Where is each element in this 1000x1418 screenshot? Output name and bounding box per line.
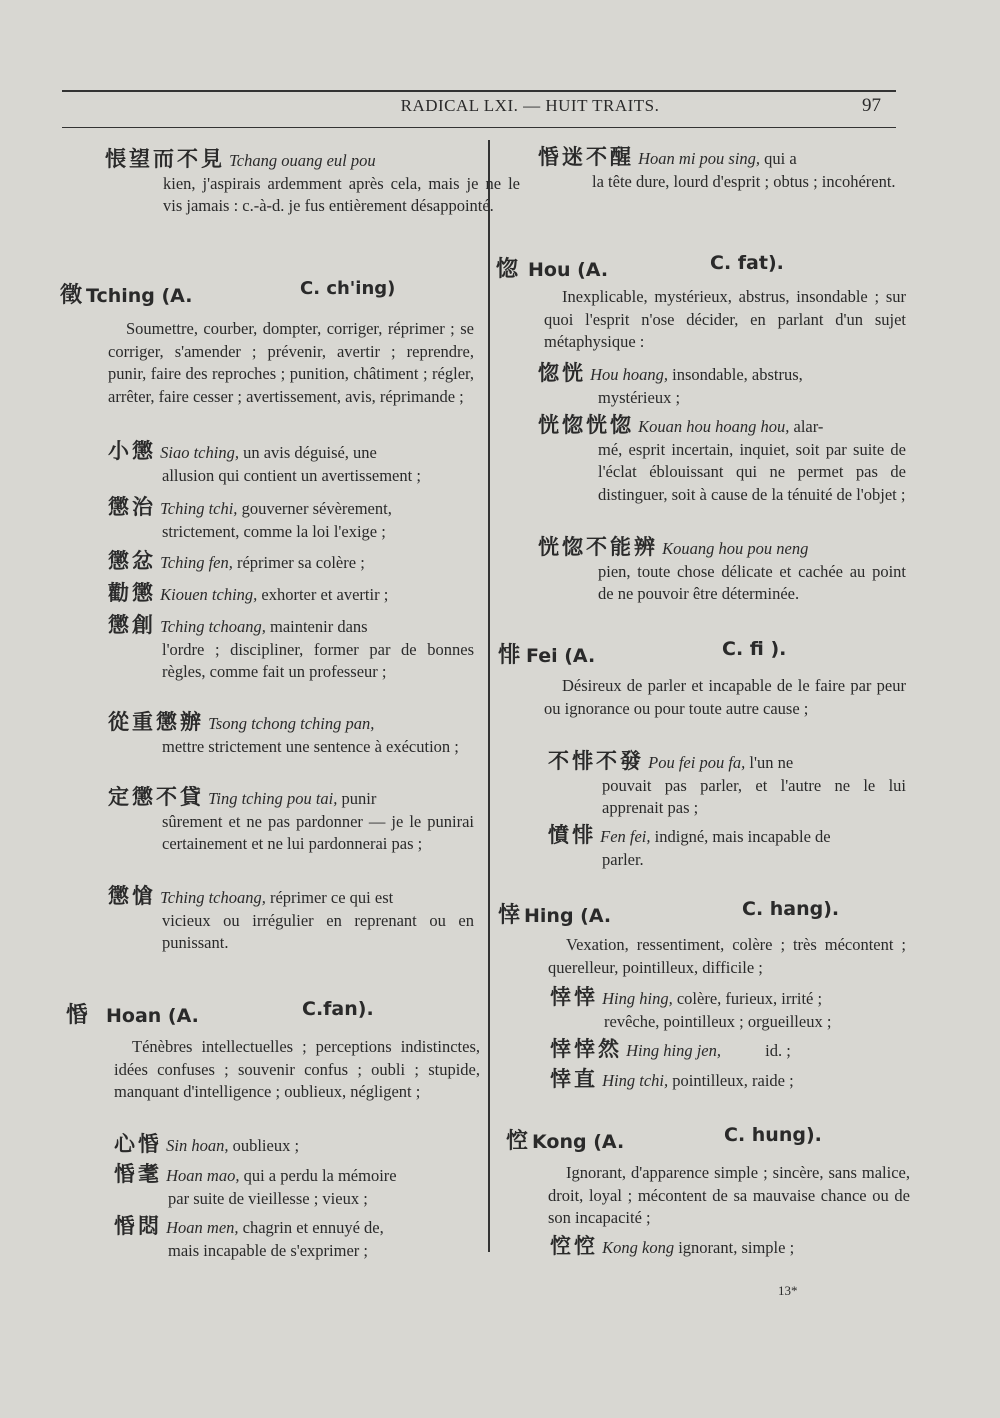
headword-tching: 徵 Tching (A. C. ch'ing) bbox=[60, 278, 396, 308]
example-19: 悾悾 Kong kong ignorant, simple ; bbox=[550, 1234, 795, 1258]
headword-kong: 悾 Kong (A. C. hung). bbox=[506, 1124, 822, 1154]
example-5: 從重懲辦 Tsong tchong tching pan, mettre strictement une sentence à exécution ; bbox=[108, 710, 459, 756]
entry-example: 惛迷不醒 Hoan mi pou sing, qui a la tête dure, lourd d'esprit ; obtus ; incohérent. bbox=[538, 145, 896, 191]
header-rule bbox=[62, 127, 896, 128]
signature-mark: 13* bbox=[778, 1283, 798, 1298]
example-0: 小懲 Siao tching, un avis déguisé, une allusion qui contient un avertissement ; bbox=[108, 439, 421, 485]
definition-kong: Ignorant, d'apparence simple ; sincère, sans malice, droit, loyal ; mécontent de sa mauvaise chance ou de son incapacité ; bbox=[548, 1163, 910, 1227]
headword-hou: 惚 Hou (A. C. fat). bbox=[496, 252, 784, 282]
definition-hou: Inexplicable, mystérieux, abstrus, insondable ; sur quoi l'esprit n'ose décider, en parlant d'un sujet métaphysique : bbox=[544, 287, 906, 351]
example-18: 悻直 Hing tchi, pointilleux, raide ; bbox=[550, 1067, 794, 1091]
example-1: 懲治 Tching tchi, gouverner sévèrement, strictement, comme la loi l'exige ; bbox=[108, 495, 392, 541]
entry-example: 悵望而不見 Tchang ouang eul pou kien, j'aspirais ardemment après cela, mais je ne le vis jamais : c.-à-d. je fus entièrement désappointé. bbox=[105, 147, 520, 215]
example-2: 懲忿 Tching fen, réprimer sa colère ; bbox=[108, 549, 365, 573]
example-4: 懲創 Tching tchoang, maintenir dans l'ordre ; discipliner, former par de bonnes règles, comme fait un professeur ; bbox=[108, 613, 474, 681]
example-10: 惛悶 Hoan men, chagrin et ennuyé de, mais incapable de s'exprimer ; bbox=[114, 1214, 384, 1260]
headword-fei: 悱 Fei (A. C. fi ). bbox=[498, 638, 787, 668]
column-divider bbox=[488, 140, 490, 1252]
definition-tching: Soumettre, courber, dompter, corriger, réprimer ; se corriger, s'amender ; prévenir, avertir ; reprendre, punir, faire des reproches ; punition, châtiment ; régler, arrêter, faire cesser ; avertissement, avis, réprimande ; bbox=[108, 319, 474, 406]
example-3: 勸懲 Kiouen tching, exhorter et avertir ; bbox=[108, 581, 389, 605]
definition-fei: Désireux de parler et incapable de le faire par peur ou ignorance ou pour toute autre cause ; bbox=[544, 676, 906, 718]
example-13: 恍惚不能辨 Kouang hou pou neng pien, toute chose délicate et cachée au point de ne pouvoir être déterminée. bbox=[538, 535, 906, 603]
example-11: 惚恍 Hou hoang, insondable, abstrus, mystérieux ; bbox=[538, 361, 803, 407]
top-rule bbox=[62, 90, 896, 92]
example-8: 心惛 Sin hoan, oublieux ; bbox=[114, 1132, 300, 1156]
example-9: 惛耄 Hoan mao, qui a perdu la mémoire par suite de vieillesse ; vieux ; bbox=[114, 1162, 397, 1208]
example-14: 不悱不發 Pou fei pou fa, l'un ne pouvait pas parler, et l'autre ne le lui apprenait pas ; bbox=[548, 749, 906, 817]
running-title: RADICAL LXI. — HUIT TRAITS. bbox=[400, 96, 660, 115]
example-16: 悻悻 Hing hing, colère, furieux, irrité ; revêche, pointilleux ; orgueilleux ; bbox=[550, 985, 832, 1031]
example-15: 憤悱 Fen fei, indigné, mais incapable de parler. bbox=[548, 823, 831, 869]
definition-hing: Vexation, ressentiment, colère ; très mécontent ; querelleur, pointilleux, difficile ; bbox=[548, 935, 906, 977]
headword-hoan: 惛 Hoan (A. C.fan). bbox=[66, 998, 374, 1028]
example-12: 恍惚恍惚 Kouan hou hoang hou, alar- mé, esprit incertain, inquiet, soit par suite de l'éclat éblouissant qui ne permet pas de distinguer, soit à cause de la ténuité de l'objet ; bbox=[538, 413, 906, 504]
example-17: 悻悻然 Hing hing jen, id. ; bbox=[550, 1037, 791, 1061]
headword-hing: 悻 Hing (A. C. hang). bbox=[498, 898, 840, 928]
example-6: 定懲不貸 Ting tching pou tai, punir sûrement et ne pas pardonner — je le punirai certainement et ne lui pardonnerai pas ; bbox=[108, 785, 474, 853]
definition-hoan: Ténèbres intellectuelles ; perceptions indistinctes, idées confuses ; souvenir confus ; oubli ; stupide, manquant d'intelligence ; oublieux, négligent ; bbox=[114, 1037, 480, 1101]
page-number: 97 bbox=[862, 95, 881, 116]
example-7: 懲愴 Tching tchoang, réprimer ce qui est vicieux ou irrégulier en reprenant ou en punissant. bbox=[108, 884, 474, 952]
